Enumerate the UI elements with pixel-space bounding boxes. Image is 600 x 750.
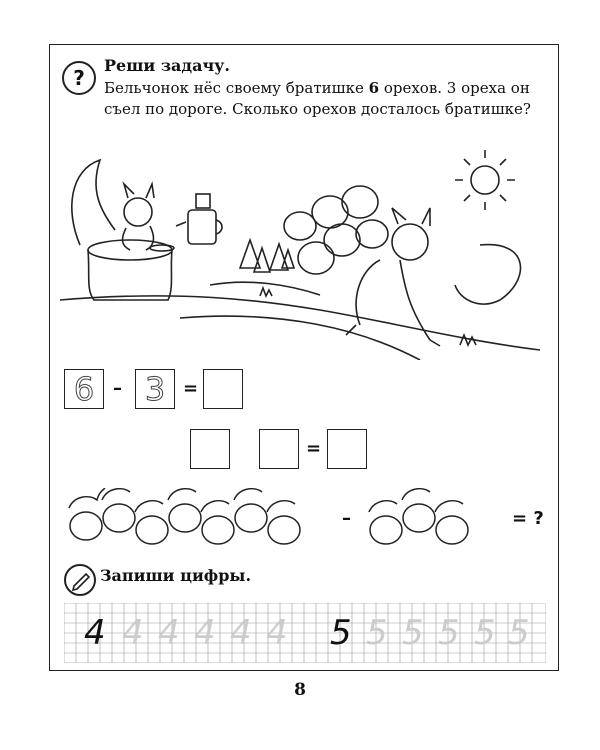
nut-icon: [234, 489, 267, 532]
equation1-digit-a: 6: [73, 370, 95, 408]
nuts-question: = ?: [512, 508, 544, 529]
nut-icon: [402, 489, 435, 532]
nut-icon: [201, 501, 234, 544]
nut-icon: [369, 501, 402, 544]
equation1-equals: =: [183, 378, 199, 399]
digit-five-trace: 5: [508, 613, 530, 653]
digit-four-trace: 4: [266, 613, 288, 653]
task-title: Реши задачу.: [104, 56, 230, 75]
nuts-row: [64, 488, 514, 548]
equation1-box-a: [64, 369, 104, 409]
digit-five-trace: 5: [402, 613, 424, 653]
nut-icon: [435, 501, 468, 544]
digit-four-trace: 4: [158, 613, 180, 653]
digit-four-trace: 4: [194, 613, 216, 653]
task-text: Бельчонок нёс своему братишке 6 орехов. 3 ореха он съел по дороге. Сколько орехов досталось братишке?: [104, 79, 531, 118]
equation2-box-a[interactable]: [190, 429, 230, 469]
equation2-equals: =: [306, 438, 322, 459]
nut-icon: [168, 489, 201, 532]
nuts-minus: –: [342, 508, 351, 529]
page-number: 8: [294, 680, 306, 700]
digit-four-trace: 4: [230, 613, 252, 653]
nut-icon: [102, 489, 135, 532]
digit-five-trace: 5: [366, 613, 388, 653]
question-mark-icon: ?: [62, 61, 96, 95]
pencil-icon: [64, 564, 96, 596]
digit-five-sample: 5: [330, 613, 352, 653]
equation1-digit-b: 3: [144, 370, 166, 408]
equation1-answer-box[interactable]: [203, 369, 243, 409]
nut-icon: [267, 501, 300, 544]
digit-four-trace: 4: [122, 613, 144, 653]
squirrels-illustration: [60, 150, 540, 360]
equation1-minus: –: [113, 378, 122, 399]
nut-icon: [69, 488, 105, 540]
equation2-answer-box[interactable]: [327, 429, 367, 469]
nut-icon: [135, 501, 168, 544]
writing-title: Запиши цифры.: [100, 566, 252, 585]
digit-four-sample: 4: [84, 613, 106, 653]
digit-five-trace: 5: [474, 613, 496, 653]
task-number: 6: [368, 79, 380, 97]
equation2-box-op[interactable]: [259, 429, 299, 469]
equation1-box-b: [135, 369, 175, 409]
digit-five-trace: 5: [438, 613, 460, 653]
